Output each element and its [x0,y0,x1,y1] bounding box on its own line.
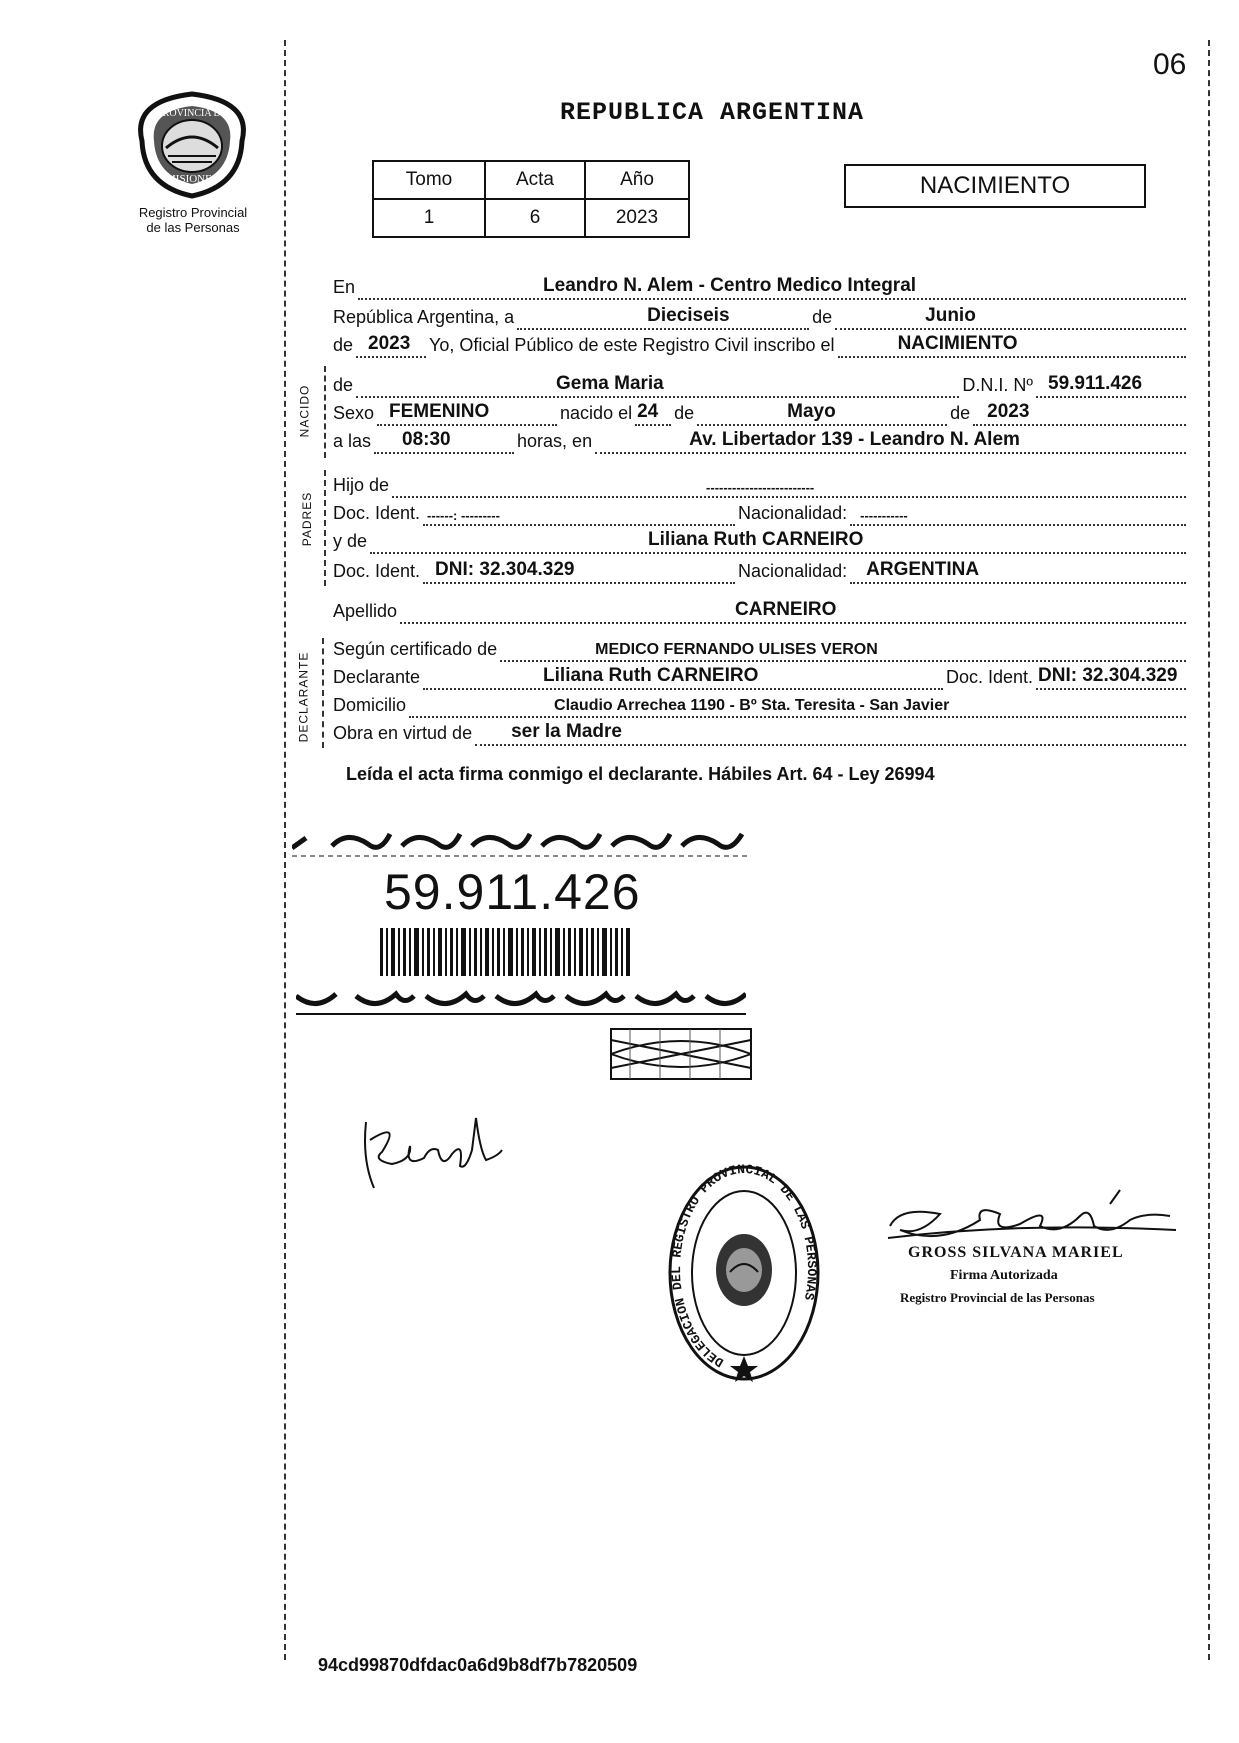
declarant-signature [352,1110,512,1200]
birth-day: 24 [637,401,659,422]
hours-label: horas, en [517,431,593,451]
act-word: NACIMIENTO [897,333,1018,354]
birth-month: Mayo [787,401,836,422]
dni-label: D.N.I. Nº [962,375,1033,395]
mother-doc-label: Doc. Ident. [333,561,421,581]
birth-de-label-2: de [950,403,971,423]
signatory-name: GROSS SILVANA MARIEL [908,1244,1124,1261]
mother-row [333,526,1189,554]
page-number: 06 [1153,48,1187,81]
place-row [333,272,1189,300]
mother-doc-row [333,556,1189,584]
registry-value-row [373,199,689,237]
month-value: Junio [925,305,976,326]
capacity-row [333,718,1189,746]
registry-caption [118,205,268,235]
father-doc-label: Doc. Ident. [333,503,421,523]
address-value: Claudio Arrechea 1190 - Bº Sta. Teresita - San Javier [554,697,950,714]
newborn-de-label: de [333,375,354,395]
dni-stamp-number: 59.911.426 [384,864,641,920]
declarant-label: Declarante [333,667,421,687]
right-margin-line [1208,40,1210,1660]
surname-row [333,596,1189,624]
sex-value: FEMENINO [389,401,490,422]
mother-nationality: ARGENTINA [866,559,980,580]
declarante-bracket [322,638,324,748]
republic-label: República Argentina, a [333,307,515,327]
registry-header-anio: Año [585,161,689,199]
mother-nationality-label: Nacionalidad: [738,561,848,581]
father-doc-row [333,498,1189,526]
year-value: 2023 [368,333,411,354]
mother-doc: DNI: 32.304.329 [435,559,575,580]
closing-statement: Leída el acta firma conmigo el declarante. Hábiles Art. 64 - Ley 26994 [346,764,935,784]
birth-year: 2023 [987,401,1030,422]
registry-value-acta: 6 [485,199,585,237]
seal-text-bottom: MISIONES [166,173,218,185]
signatory-role: Firma Autorizada [950,1268,1058,1283]
declarant-doc: DNI: 32.304.329 [1038,665,1178,686]
surname-label: Apellido [333,601,398,621]
official-seal [664,1160,824,1390]
birth-place: Av. Libertador 139 - Leandro N. Alem [689,429,1020,450]
father-doc: ------: --------- [427,508,500,523]
sex-birth-row [333,398,1189,426]
capacity-label: Obra en virtud de [333,723,473,743]
date-row [333,302,1189,330]
place-label: En [333,277,356,297]
birth-time: 08:30 [402,429,451,450]
father-nationality: ----------- [860,508,908,523]
declarante-side-label: DECLARANTE [296,651,311,743]
born-label: nacido el [560,403,633,423]
father-nationality-label: Nacionalidad: [738,503,848,523]
father-name: ------------------------- [706,480,815,495]
time-place-row [333,426,1189,454]
nacido-bracket [324,366,326,458]
certificate-row [333,634,1189,662]
time-prefix: a las [333,431,372,451]
official-row [333,330,1189,358]
registry-value-tomo: 1 [373,199,485,237]
year-de-label: de [333,335,354,355]
document-hash: 94cd99870dfdac0a6d9b8df7b7820509 [318,1655,638,1675]
registry-value-anio: 2023 [585,199,689,237]
certificate-label: Según certificado de [333,639,498,659]
registry-caption-line1: Registro Provincial [138,205,248,220]
address-label: Domicilio [333,695,407,715]
birth-de-label-1: de [674,403,695,423]
signatory-office: Registro Provincial de las Personas [900,1290,1095,1305]
security-pattern-bottom [296,986,746,1016]
child-of-label: Hijo de [333,475,390,495]
capacity-value: ser la Madre [511,721,622,742]
registry-caption-line2: de las Personas [146,220,240,235]
registry-table [372,160,690,238]
seal-ring-text: DELEGACION DEL REGISTRO PROVINCIAL DE LAS PERSONAS [669,1161,820,1371]
act-type-box: NACIMIENTO [844,164,1146,208]
padres-bracket [324,470,326,586]
newborn-dni: 59.911.426 [1048,373,1143,394]
registry-header-row [373,161,689,199]
registry-header-tomo: Tomo [373,161,485,199]
newborn-name-row [333,370,1189,398]
provincial-logo [122,86,262,202]
document-title: REPUBLICA ARGENTINA [560,98,865,127]
official-text: Yo, Oficial Público de este Registro Civil inscribo el [429,335,835,355]
date-de-label: de [812,307,833,327]
father-row [333,470,1189,498]
certificate-by: MEDICO FERNANDO ULISES VERON [595,641,878,658]
place-value: Leandro N. Alem - Centro Medico Integral [543,275,917,296]
holographic-seal [610,1028,752,1080]
declarant-doc-label: Doc. Ident. [945,667,1033,687]
newborn-name: Gema Maria [556,373,664,394]
seal-text-top: PROVINCIA DE [157,108,227,119]
day-text: Dieciseis [647,305,730,326]
surname-value: CARNEIRO [735,599,837,620]
left-margin-line [284,40,286,1660]
registry-header-acta: Acta [485,161,585,199]
declarant-row [333,662,1189,690]
address-row [333,690,1189,718]
padres-side-label: PADRES [300,491,315,547]
security-pattern-top [292,828,750,858]
barcode [380,928,634,976]
and-label: y de [333,531,368,551]
mother-name: Liliana Ruth CARNEIRO [648,529,864,550]
declarant-name: Liliana Ruth CARNEIRO [543,665,759,686]
nacido-side-label: NACIDO [297,384,312,438]
sex-label: Sexo [333,403,375,423]
